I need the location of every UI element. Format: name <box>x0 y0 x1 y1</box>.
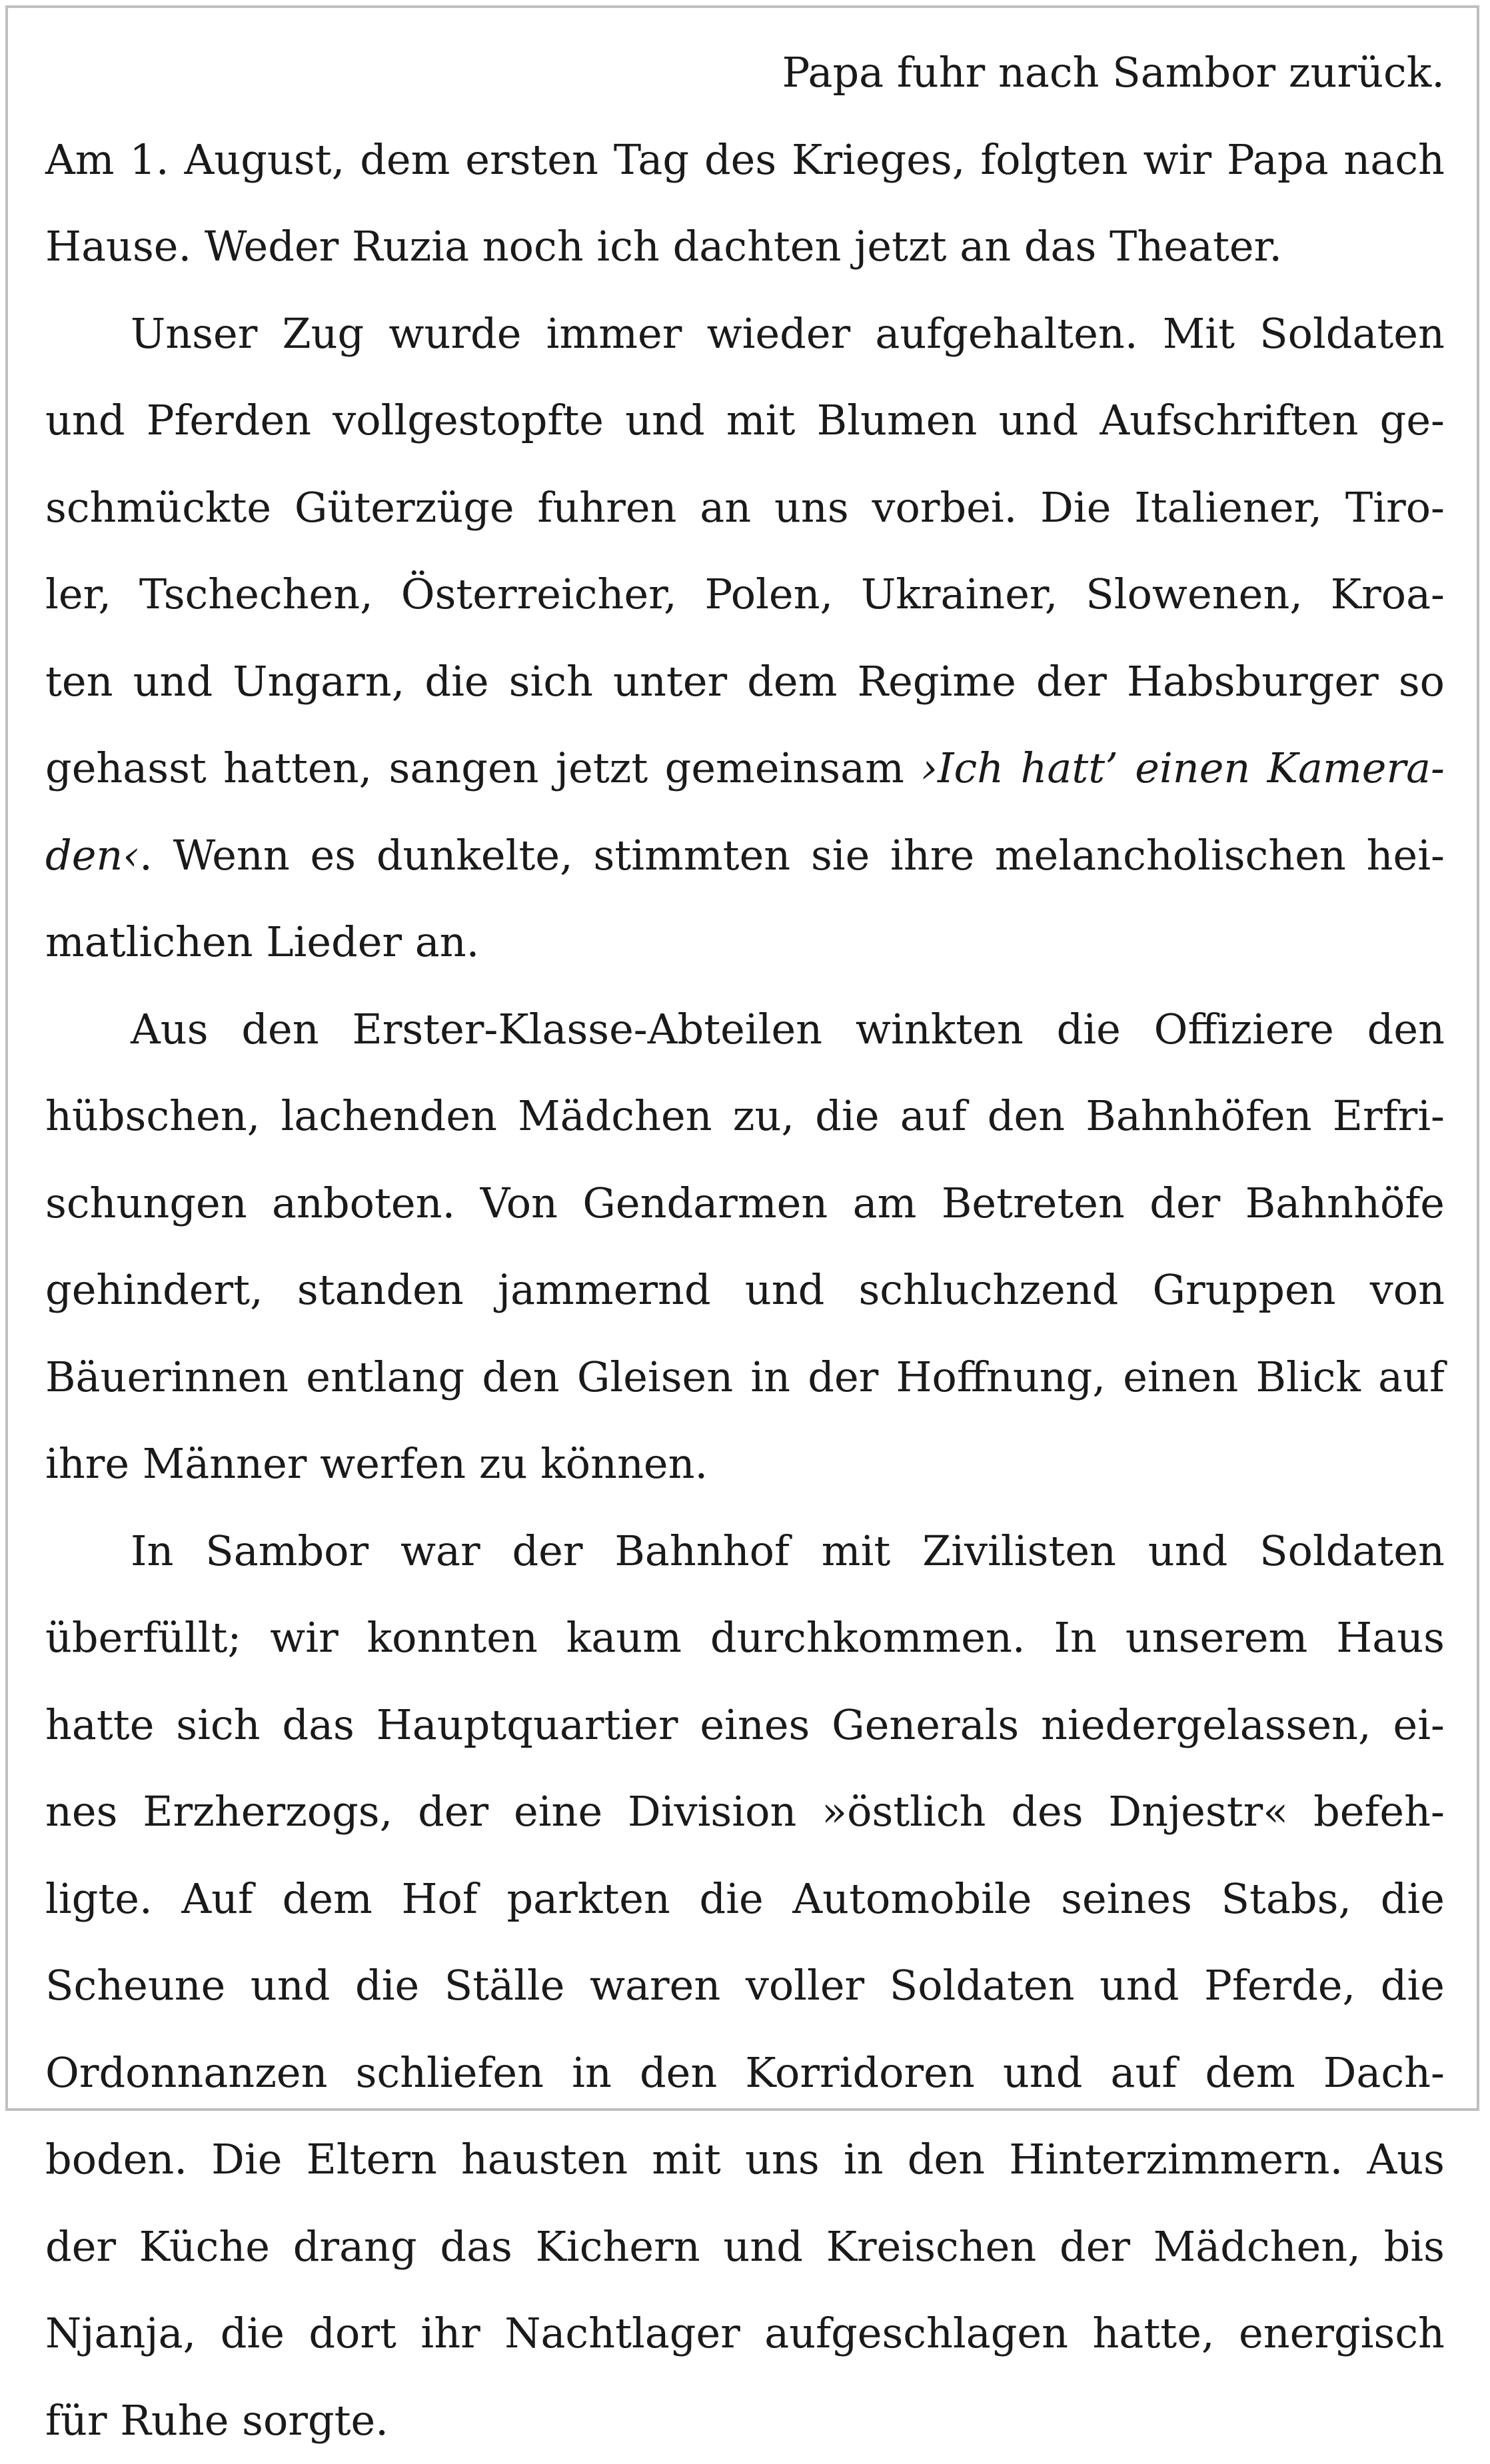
text-line <box>45 117 1445 204</box>
text-span: Papa fuhr nach Sambor zurück. <box>782 48 1445 97</box>
text-line <box>45 1682 1445 1769</box>
text-span: Hause. Weder Ruzia noch ich dachten jetzt an das Theater. <box>45 222 1282 271</box>
text-line <box>45 725 1445 812</box>
text-span: . Wenn es dunkelte, stimmten sie ihre melancholischen hei- <box>139 831 1445 880</box>
text-line <box>45 464 1445 552</box>
text-line <box>45 551 1445 638</box>
text-line <box>45 812 1445 900</box>
italic-span: den‹ <box>45 831 139 880</box>
text-line <box>45 1160 1445 1247</box>
text-line <box>45 2290 1445 2377</box>
text-span: Ordonnanzen schliefen in den Korridoren und auf dem Dach- <box>45 2048 1445 2097</box>
text-line <box>45 377 1445 464</box>
text-line <box>45 2116 1445 2203</box>
text-line <box>45 1421 1445 1508</box>
text-span: Unser Zug wurde immer wieder aufgehalten. Mit Soldaten <box>131 309 1445 358</box>
text-span: hatte sich das Hauptquartier eines Generals niedergelassen, ei- <box>45 1700 1445 1749</box>
text-span: boden. Die Eltern hausten mit uns in den Hinterzimmern. Aus <box>45 2135 1445 2183</box>
text-line <box>45 203 1445 291</box>
text-span: Njanja, die dort ihr Nachtlager aufgeschlagen hatte, energisch <box>45 2309 1445 2357</box>
text-line <box>45 1856 1445 1943</box>
text-span: Am 1. August, dem ersten Tag des Krieges, folgten wir Papa nach <box>45 135 1445 184</box>
text-span: Bäuerinnen entlang den Gleisen in der Hoffnung, einen Blick auf <box>45 1353 1445 1401</box>
text-line <box>45 29 1445 117</box>
text-span: ligte. Auf dem Hof parkten die Automobile seines Stabs, die <box>45 1874 1445 1923</box>
body-text <box>45 29 1445 2464</box>
text-span: In Sambor war der Bahnhof mit Zivilisten und Soldaten <box>131 1527 1445 1575</box>
text-span: ihre Männer werfen zu können. <box>45 1439 708 1488</box>
text-line <box>45 2030 1445 2117</box>
text-line <box>45 2377 1445 2464</box>
text-line <box>45 1942 1445 2030</box>
text-span: ten und Ungarn, die sich unter dem Regime der Habsburger so <box>45 657 1445 706</box>
italic-span: ›Ich hatt’ einen Kamera- <box>921 744 1445 792</box>
text-line <box>45 899 1445 986</box>
text-line <box>45 1594 1445 1682</box>
text-span: gehindert, standen jammernd und schluchzend Gruppen von <box>45 1265 1445 1314</box>
text-span: überfüllt; wir konnten kaum durchkommen. In unserem Haus <box>45 1613 1445 1662</box>
text-line <box>45 1334 1445 1421</box>
text-span: der Küche drang das Kichern und Kreischen der Mädchen, bis <box>45 2222 1445 2271</box>
text-line <box>45 291 1445 378</box>
text-line <box>45 1247 1445 1334</box>
text-line <box>45 1768 1445 1856</box>
text-span: gehasst hatten, sangen jetzt gemeinsam <box>45 744 921 792</box>
text-span: schungen anboten. Von Gendarmen am Betreten der Bahnhöfe <box>45 1179 1445 1227</box>
text-span: für Ruhe sorgte. <box>45 2396 388 2445</box>
text-span: matlichen Lieder an. <box>45 918 479 966</box>
text-span: Scheune und die Ställe waren voller Soldaten und Pferde, die <box>45 1961 1445 2010</box>
text-line <box>45 986 1445 1073</box>
text-line <box>45 638 1445 726</box>
text-span: und Pferden vollgestopfte und mit Blumen und Aufschriften ge- <box>45 396 1445 444</box>
text-span: nes Erzherzogs, der eine Division »östlich des Dnjestr« befeh- <box>45 1787 1445 1836</box>
text-line <box>45 2203 1445 2291</box>
text-span: hübschen, lachenden Mädchen zu, die auf den Bahnhöfen Erfri- <box>45 1091 1445 1140</box>
text-line <box>45 1508 1445 1595</box>
page-frame <box>5 5 1479 2111</box>
text-line <box>45 1073 1445 1160</box>
text-span: Aus den Erster-Klasse-Abteilen winkten die Offiziere den <box>131 1005 1445 1053</box>
text-span: schmückte Güterzüge fuhren an uns vorbei. Die Italiener, Tiro- <box>45 483 1445 532</box>
text-span: ler, Tschechen, Österreicher, Polen, Ukrainer, Slowenen, Kroa- <box>45 570 1445 618</box>
